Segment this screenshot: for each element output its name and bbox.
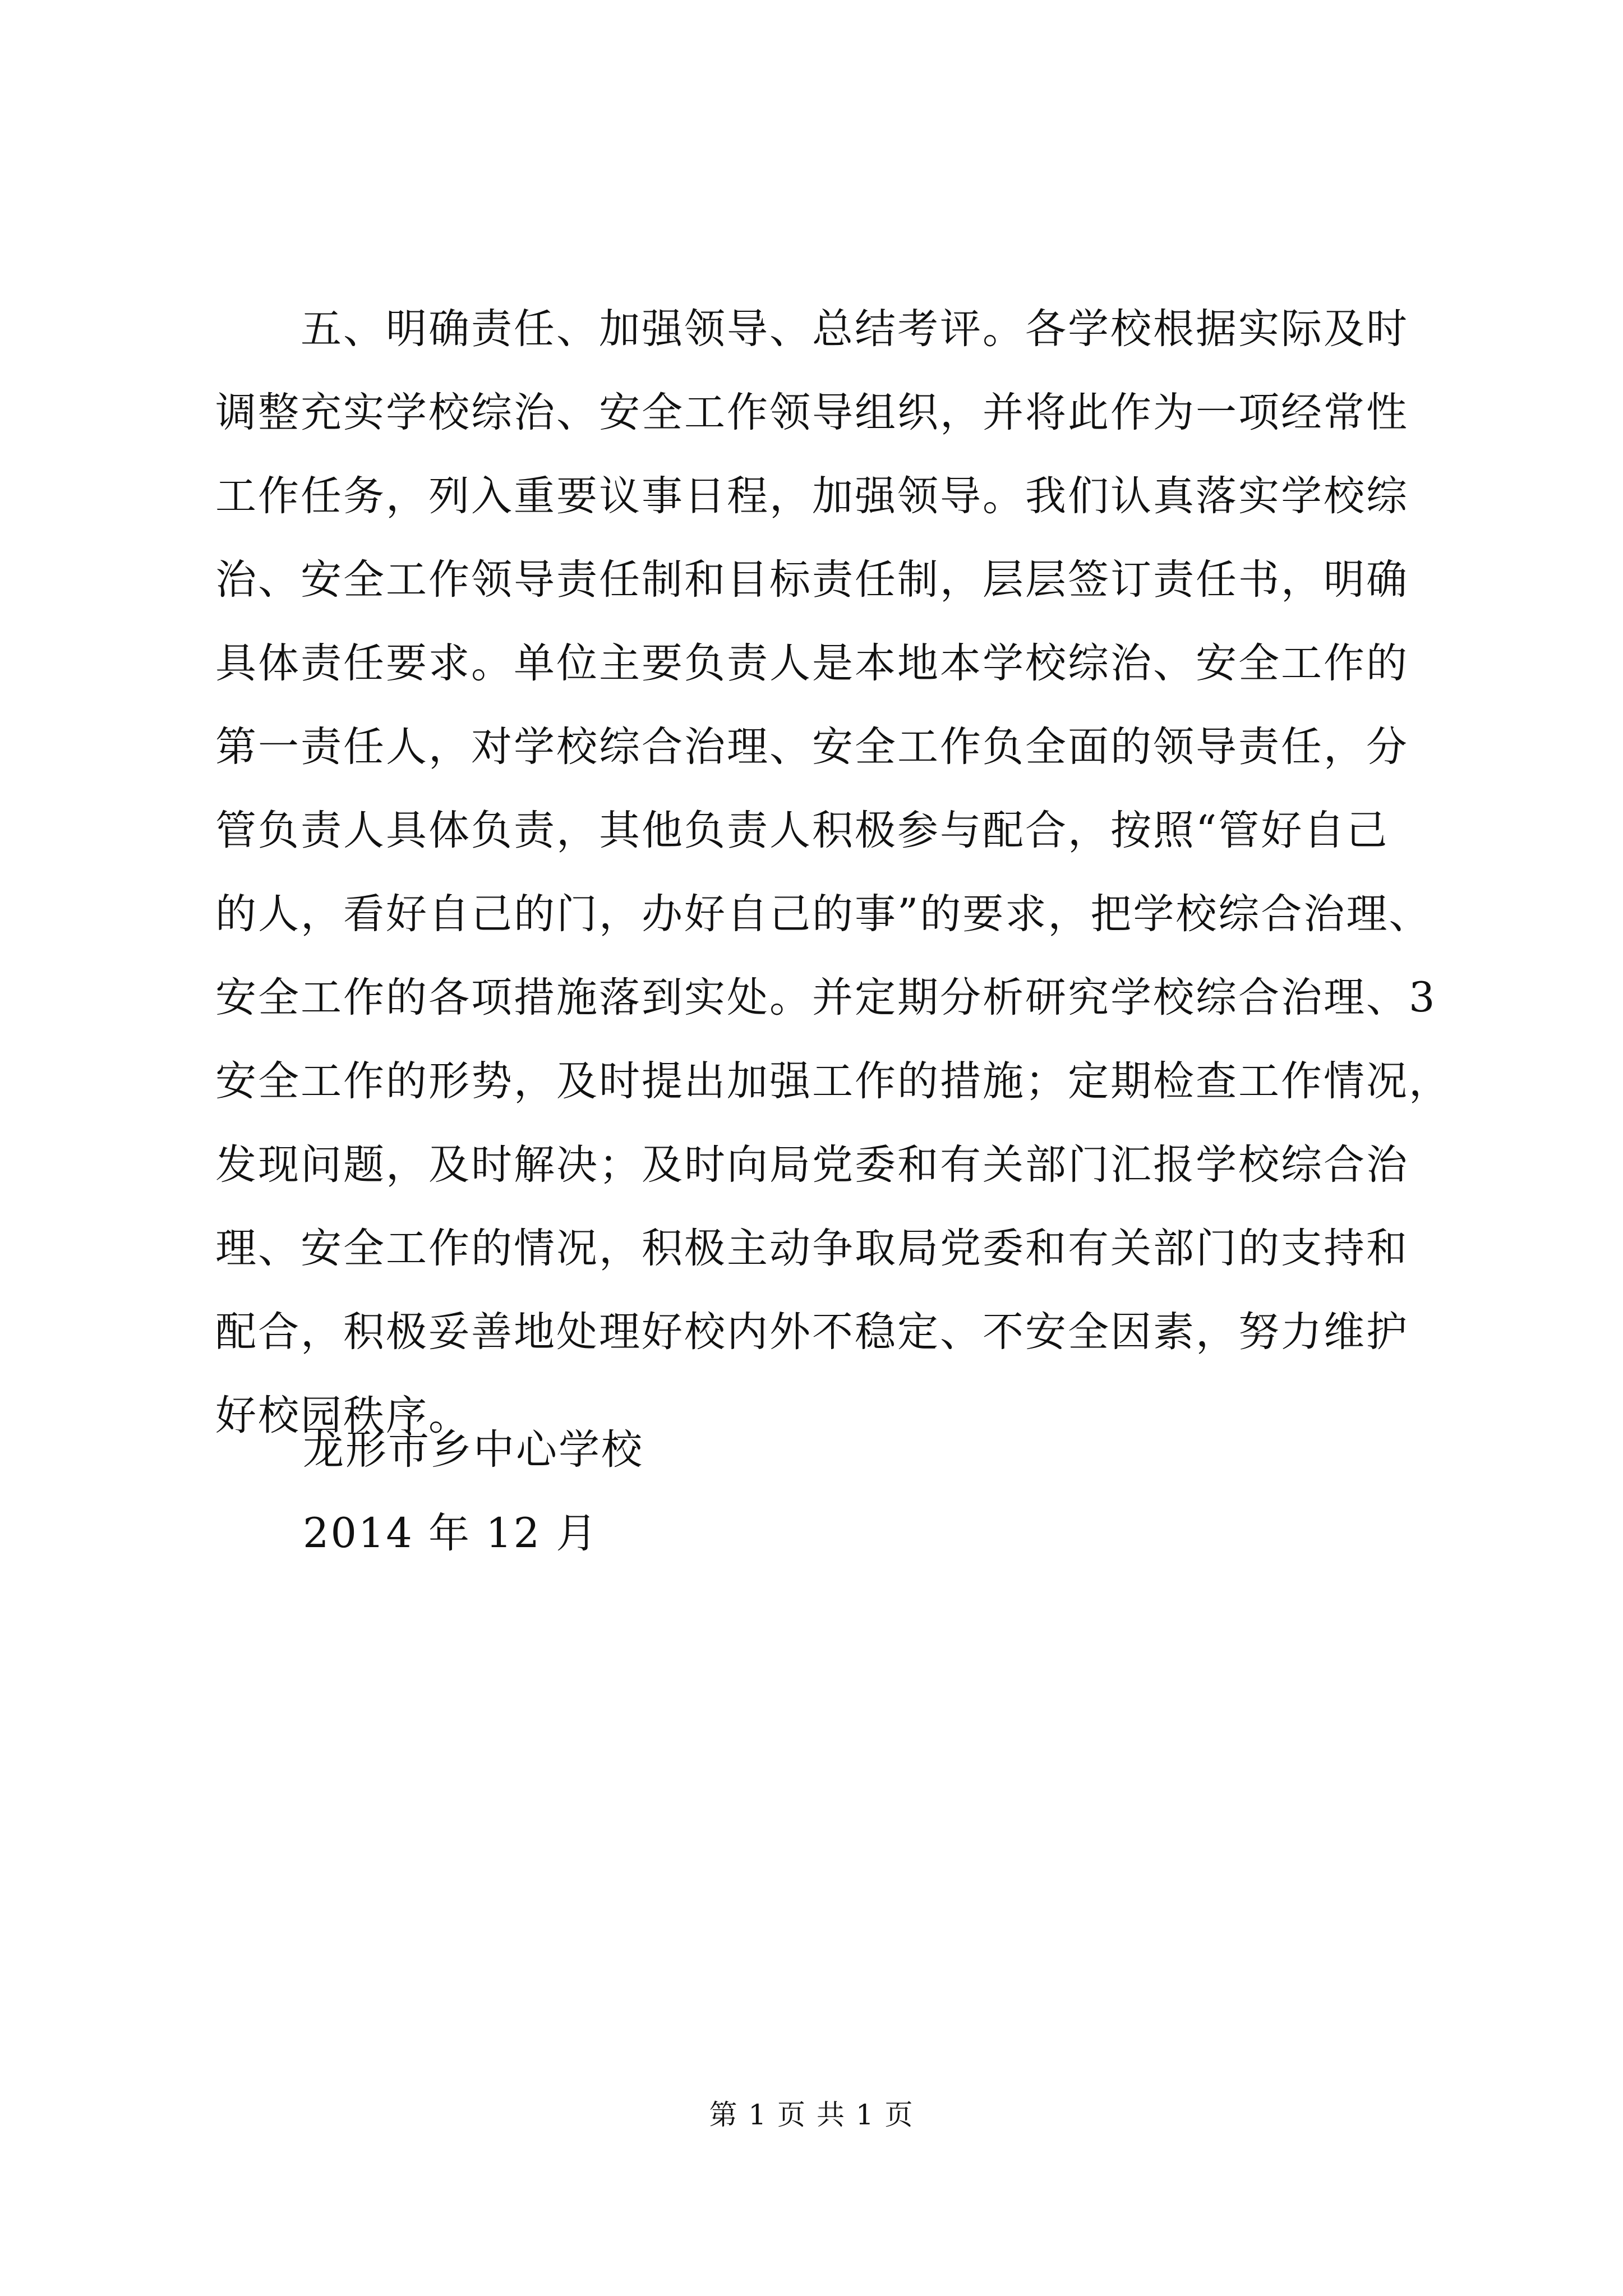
text-line: 调整充实学校综治、安全工作领导组织，并将此作为一项经常性: [215, 389, 1409, 436]
page-number: 第 1 页 共 1 页: [709, 2099, 914, 2131]
signature-organization: 龙形市乡中心学校: [303, 1426, 644, 1474]
text-line: 治、安全工作领导责任制和目标责任制，层层签订责任书，明确: [215, 556, 1409, 604]
text-line: 五、明确责任、加强领导、总结考评。各学校根据实际及时: [215, 305, 1409, 353]
page-footer: [0, 2092, 1623, 2137]
text-line: 第一责任人，对学校综合治理、安全工作负全面的领导责任，分: [215, 723, 1409, 771]
text-line: 发现问题，及时解决；及时向局党委和有关部门汇报学校综合治: [215, 1141, 1409, 1189]
signature-date: 2014 年 12 月: [303, 1510, 599, 1557]
text-line: 好校园秩序。: [215, 1392, 471, 1439]
text-line: 安全工作的形势，及时提出加强工作的措施；定期检查工作情况，: [215, 1057, 1451, 1105]
text-line: 安全工作的各项措施落到实处。并定期分析研究学校综合治理、3: [215, 974, 1437, 1022]
text-line: 具体责任要求。单位主要负责人是本地本学校综治、安全工作的: [215, 639, 1409, 687]
text-line: 的人，看好自己的门，办好自己的事”的要求，把学校综合治理、: [215, 890, 1432, 938]
text-line: 理、安全工作的情况，积极主动争取局党委和有关部门的支持和: [215, 1225, 1409, 1272]
signature-block: [303, 1408, 644, 1575]
text-line: 工作任务，列入重要议事日程，加强领导。我们认真落实学校综: [215, 472, 1409, 520]
text-line: 配合，积极妥善地处理好校内外不稳定、不安全因素，努力维护: [215, 1308, 1409, 1356]
body-paragraph: [215, 287, 1449, 1457]
text-line: 管负责人具体负责，其他负责人积极参与配合，按照“管好自己: [215, 807, 1389, 854]
